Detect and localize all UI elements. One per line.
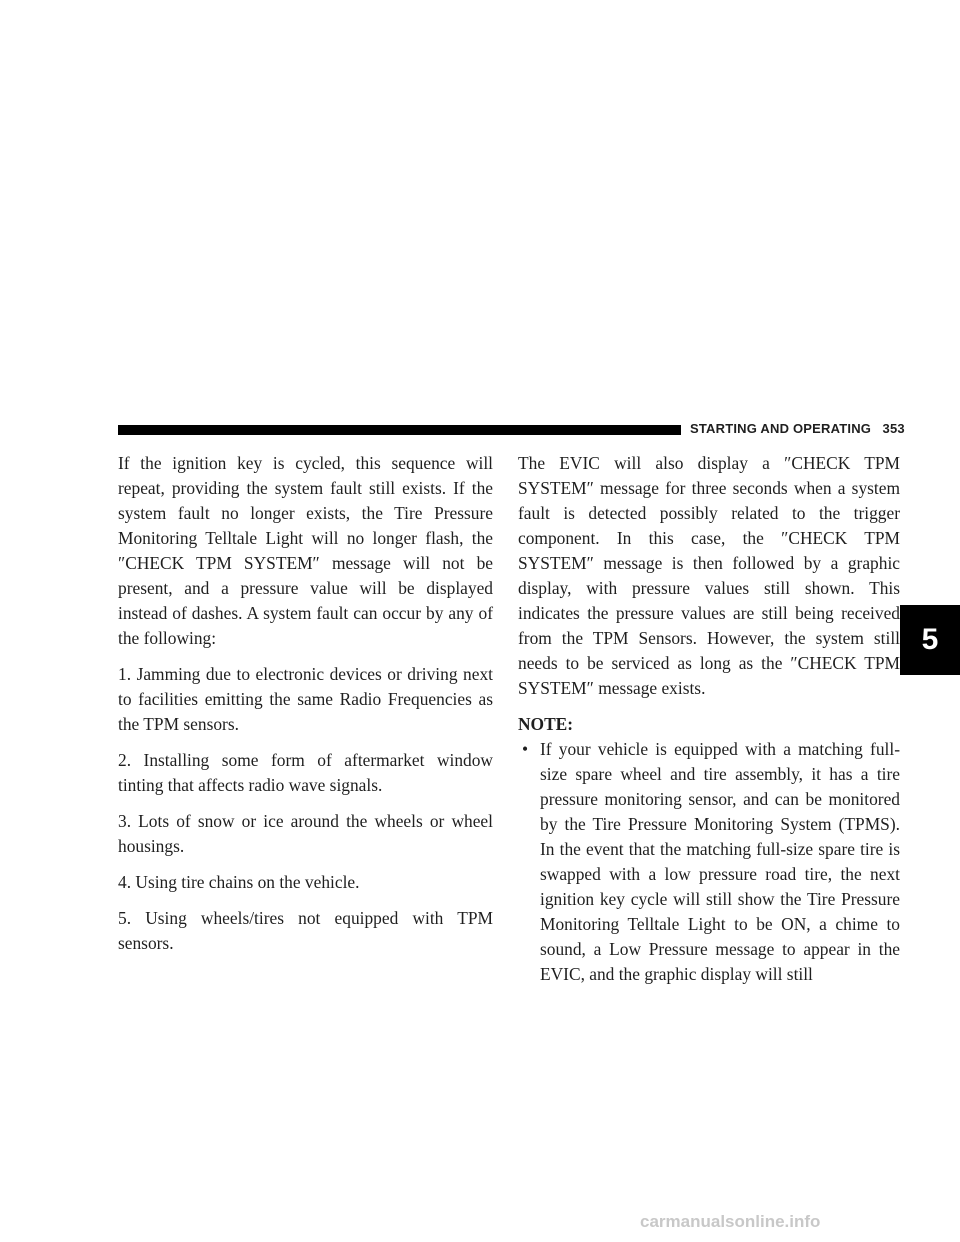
section-title: STARTING AND OPERATING <box>690 421 872 436</box>
left-column <box>118 451 493 967</box>
page-header <box>118 422 920 438</box>
evic-paragraph: The EVIC will also display a ″CHECK TPM SYSTEM″ message for three seconds when a system fault is detected possibly related to the trigger component. In this case, the ″CHECK TPM SYSTEM″ message is then followed by a graphic display, with pressure values still shown. This indicates the pressure values are still being received from the TPM Sensors. However, the system still needs to be serviced as long as the ″CHECK TPM SYSTEM″ message exists. <box>518 453 900 698</box>
page-number: 353 <box>882 421 905 436</box>
note-label: NOTE: <box>518 714 574 734</box>
note-bullet-item <box>518 737 900 987</box>
header-title <box>690 421 905 436</box>
bullet-text: If your vehicle is equipped with a matching full-size spare wheel and tire assembly, it has a tire pressure monitoring sensor, and can be monitored by the Tire Pressure Monitoring System (TPMS). In the event that the matching full-size spare tire is swapped with a low pressure road tire, the next ignition key cycle will still show the Tire Pressure Monitoring Telltale Light to be ON, a chime to sound, a Low Pressure message to appear in the EVIC, and the graphic display will still <box>540 739 900 984</box>
fault-cause-4: 4. Using tire chains on the vehicle. <box>118 872 360 892</box>
watermark: carmanualsonline.info <box>640 1212 821 1231</box>
right-column <box>518 451 900 987</box>
fault-cause-1: 1. Jamming due to electronic devices or driving next to facilities emitting the same Radio Frequencies as the TPM sensors. <box>118 664 493 734</box>
fault-cause-5: 5. Using wheels/tires not equipped with TPM sensors. <box>118 908 493 953</box>
fault-cause-3: 3. Lots of snow or ice around the wheels or wheel housings. <box>118 811 493 856</box>
header-rule <box>118 425 681 435</box>
intro-paragraph: If the ignition key is cycled, this sequence will repeat, providing the system fault still exists. If the system fault no longer exists, the Tire Pressure Monitoring Telltale Light will no longer flash, the ″CHECK TPM SYSTEM″ message will not be present, and a pressure value will be displayed instead of dashes. A system fault can occur by any of the following: <box>118 453 493 648</box>
fault-cause-2: 2. Installing some form of aftermarket window tinting that affects radio wave signals. <box>118 750 493 795</box>
bullet-icon: • <box>522 739 529 759</box>
chapter-tab: 5 <box>900 605 960 675</box>
